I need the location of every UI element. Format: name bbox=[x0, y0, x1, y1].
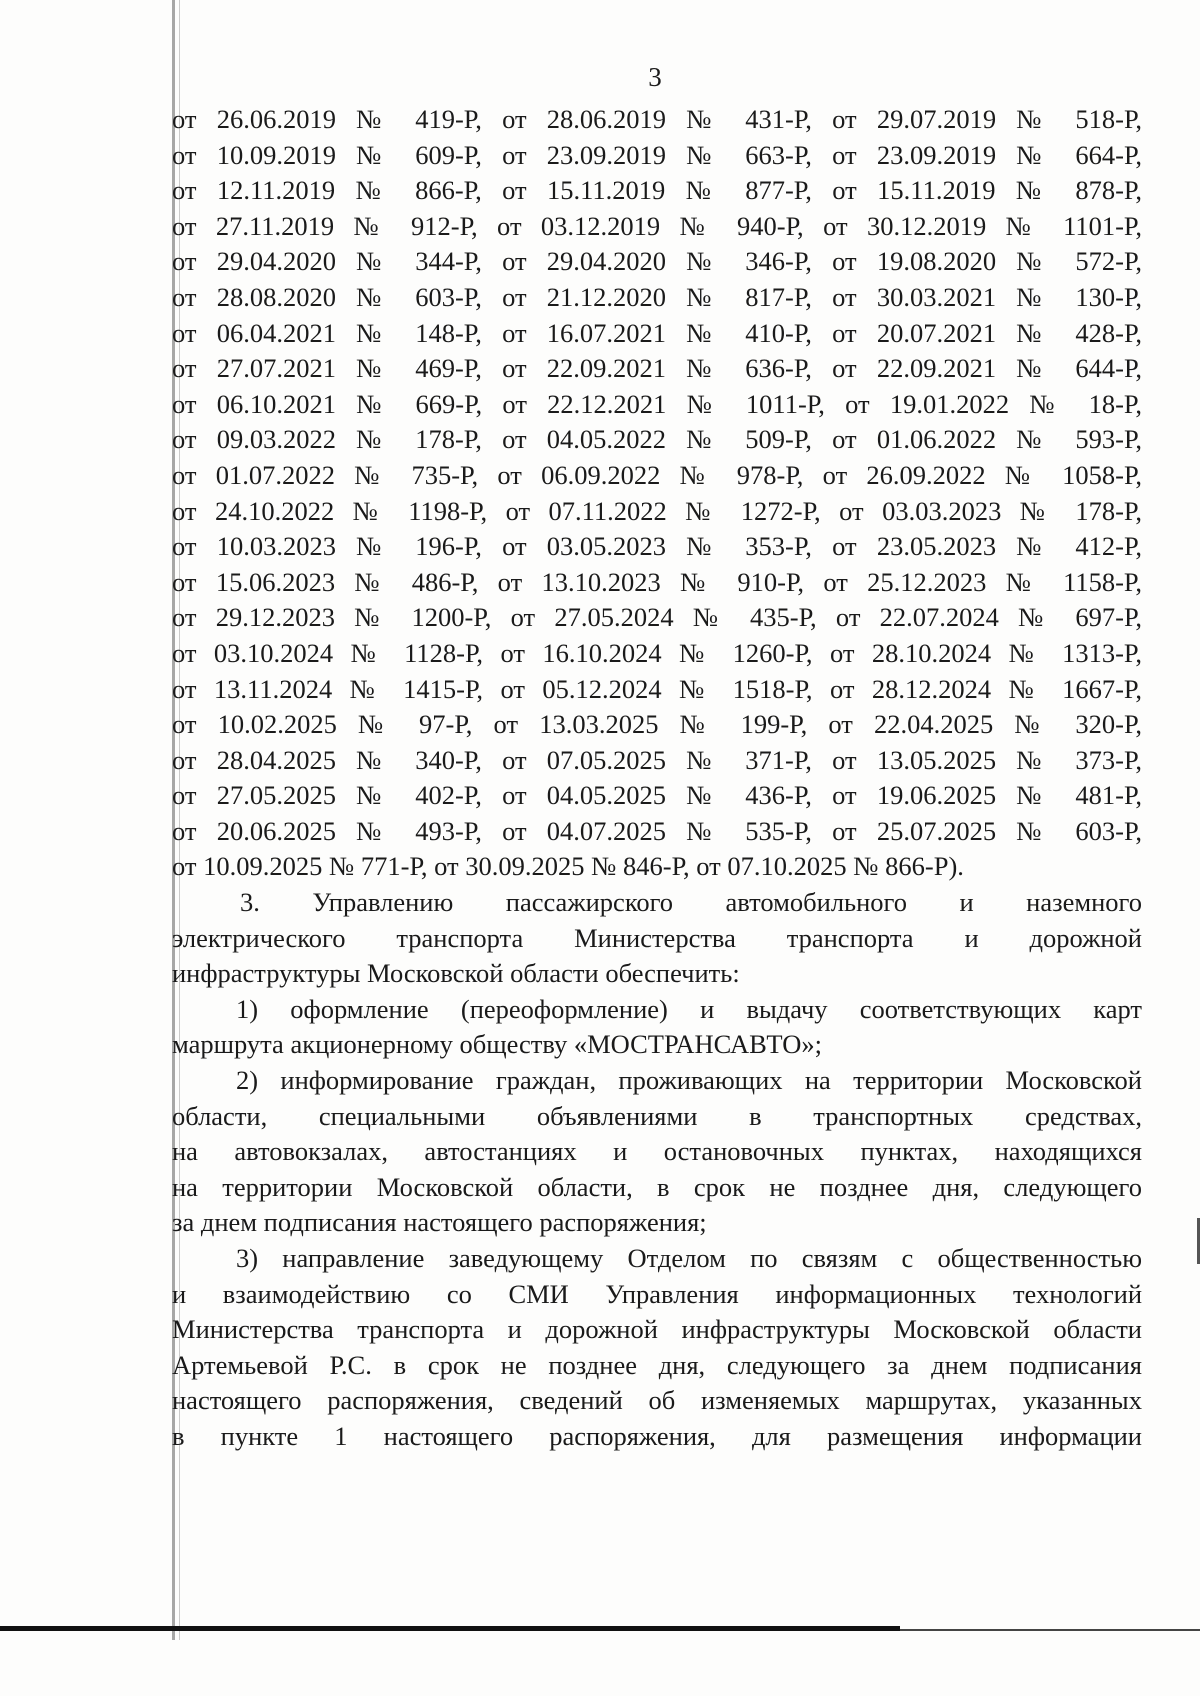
order-list-line: от 06.04.2021 № 148-Р, от 16.07.2021 № 410-Р, от 20.07.2021 № 428-Р, bbox=[172, 317, 1142, 348]
order-list-continuation bbox=[172, 102, 1142, 885]
paragraph-3 bbox=[172, 885, 1142, 992]
subitem-1 bbox=[172, 992, 1142, 1063]
paragraph-line: Артемьевой Р.С. в срок не позднее дня, следующего за днем подписания bbox=[172, 1349, 1142, 1380]
paragraph-line: 3. Управлению пассажирского автомобильного и наземного bbox=[240, 887, 1142, 918]
order-list-line: от 12.11.2019 № 866-Р, от 15.11.2019 № 877-Р, от 15.11.2019 № 878-Р, bbox=[172, 175, 1142, 206]
paragraph-line: 3) направление заведующему Отделом по связям с общественностью bbox=[236, 1243, 1142, 1273]
order-list-line: от 10.03.2023 № 196-Р, от 03.05.2023 № 353-Р, от 23.05.2023 № 412-Р, bbox=[172, 531, 1142, 562]
subitem-3 bbox=[172, 1241, 1142, 1455]
paragraph-line: 2) информирование граждан, проживающих на территории Московской bbox=[236, 1065, 1142, 1096]
order-list-line: от 27.05.2025 № 402-Р, от 04.05.2025 № 436-Р, от 19.06.2025 № 481-Р, bbox=[172, 780, 1142, 811]
order-list-line: от 26.06.2019 № 419-Р, от 28.06.2019 № 431-Р, от 29.07.2019 № 518-Р, bbox=[172, 104, 1142, 134]
subitem-2 bbox=[172, 1063, 1142, 1241]
order-list-line: от 06.10.2021 № 669-Р, от 22.12.2021 № 1011-Р, от 19.01.2022 № 18-Р, bbox=[172, 388, 1142, 419]
order-list-line: от 28.04.2025 № 340-Р, от 07.05.2025 № 371-Р, от 13.05.2025 № 373-Р, bbox=[172, 744, 1142, 775]
paragraph-line: в пункте 1 настоящего распоряжения, для размещения информации bbox=[172, 1420, 1142, 1451]
order-list-line: от 28.08.2020 № 603-Р, от 21.12.2020 № 817-Р, от 30.03.2021 № 130-Р, bbox=[172, 281, 1142, 312]
order-list-line: от 15.06.2023 № 486-Р, от 13.10.2023 № 910-Р, от 25.12.2023 № 1158-Р, bbox=[172, 566, 1142, 597]
paragraph-line: электрического транспорта Министерства транспорта и дорожной bbox=[172, 922, 1142, 953]
order-list-line: от 20.06.2025 № 493-Р, от 04.07.2025 № 535-Р, от 25.07.2025 № 603-Р, bbox=[172, 815, 1142, 846]
paragraph-line: области, специальными объявлениями в транспортных средствах, bbox=[172, 1100, 1142, 1131]
paragraph-line-last: инфраструктуры Московской области обеспечить: bbox=[172, 958, 740, 989]
paragraph-line: на территории Московской области, в срок не позднее дня, следующего bbox=[172, 1171, 1142, 1202]
scan-bottom-edge bbox=[0, 1626, 900, 1631]
order-list-line: от 24.10.2022 № 1198-Р, от 07.11.2022 № 1272-Р, от 03.03.2023 № 178-Р, bbox=[172, 495, 1142, 526]
page-number: 3 bbox=[648, 62, 662, 92]
paragraph-line: на автовокзалах, автостанциях и остановочных пунктах, находящихся bbox=[172, 1136, 1142, 1167]
order-list-line: от 29.04.2020 № 344-Р, от 29.04.2020 № 346-Р, от 19.08.2020 № 572-Р, bbox=[172, 246, 1142, 277]
order-list-line: от 01.07.2022 № 735-Р, от 06.09.2022 № 978-Р, от 26.09.2022 № 1058-Р, bbox=[172, 459, 1142, 490]
order-list-line: от 03.10.2024 № 1128-Р, от 16.10.2024 № 1260-Р, от 28.10.2024 № 1313-Р, bbox=[172, 637, 1142, 668]
paragraph-line: и взаимодействию со СМИ Управления информационных технологий bbox=[172, 1278, 1142, 1309]
order-list-line: от 27.11.2019 № 912-Р, от 03.12.2019 № 940-Р, от 30.12.2019 № 1101-Р, bbox=[172, 210, 1142, 241]
paragraph-line: 1) оформление (переоформление) и выдачу соответствующих карт bbox=[236, 993, 1142, 1024]
order-list-line: от 13.11.2024 № 1415-Р, от 05.12.2024 № 1518-Р, от 28.12.2024 № 1667-Р, bbox=[172, 673, 1142, 704]
paragraph-line-last: маршрута акционерному обществу «МОСТРАНСАВТО»; bbox=[172, 1029, 823, 1060]
order-list-line: от 27.07.2021 № 469-Р, от 22.09.2021 № 636-Р, от 22.09.2021 № 644-Р, bbox=[172, 353, 1142, 384]
paragraph-line: Министерства транспорта и дорожной инфраструктуры Московской области bbox=[172, 1314, 1142, 1345]
document-body bbox=[172, 102, 1142, 1455]
order-list-line: от 29.12.2023 № 1200-Р, от 27.05.2024 № 435-Р, от 22.07.2024 № 697-Р, bbox=[172, 602, 1142, 633]
order-list-line-last: от 10.09.2025 № 771-Р, от 30.09.2025 № 846-Р, от 07.10.2025 № 866-Р). bbox=[172, 851, 964, 882]
order-list-line: от 10.09.2019 № 609-Р, от 23.09.2019 № 663-Р, от 23.09.2019 № 664-Р, bbox=[172, 139, 1142, 170]
scan-bottom-edge-right bbox=[900, 1629, 1200, 1631]
paragraph-line-last: за днем подписания настоящего распоряжения; bbox=[172, 1207, 707, 1238]
paragraph-line: настоящего распоряжения, сведений об изменяемых маршрутах, указанных bbox=[172, 1385, 1142, 1416]
order-list-line: от 09.03.2022 № 178-Р, от 04.05.2022 № 509-Р, от 01.06.2022 № 593-Р, bbox=[172, 424, 1142, 455]
order-list-line: от 10.02.2025 № 97-Р, от 13.03.2025 № 199-Р, от 22.04.2025 № 320-Р, bbox=[172, 709, 1142, 740]
